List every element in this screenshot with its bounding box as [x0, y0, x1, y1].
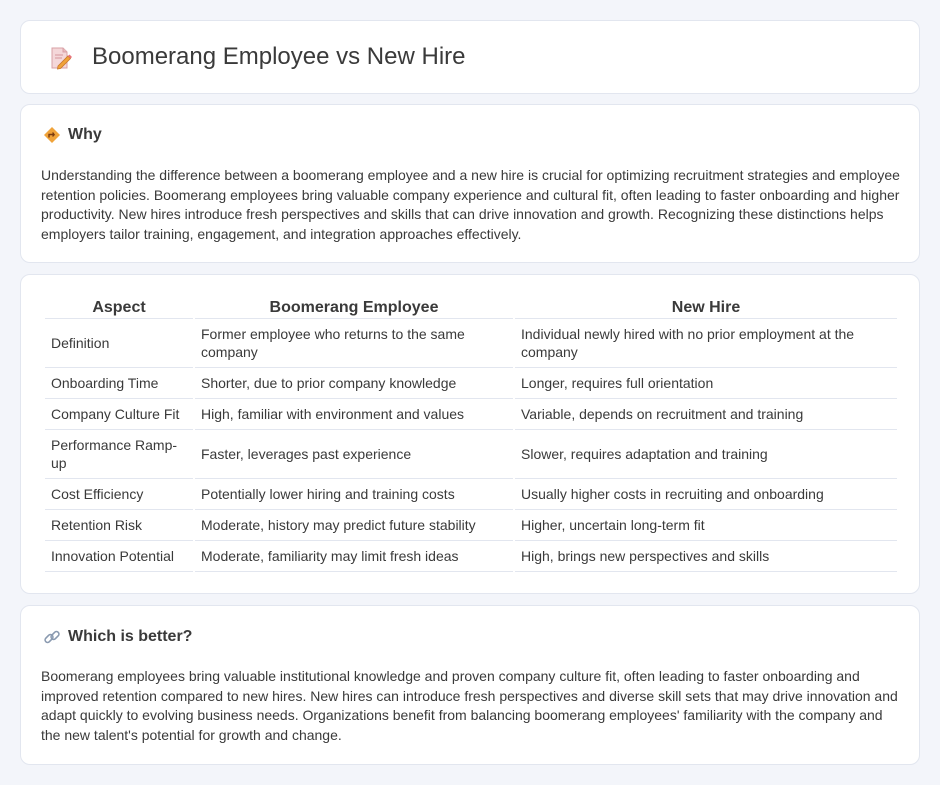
boomerang-cell: Faster, leverages past experience [195, 430, 513, 479]
aspect-cell: Retention Risk [45, 510, 193, 541]
aspect-cell: Performance Ramp-up [45, 430, 193, 479]
better-heading-row [43, 628, 192, 646]
header-new-hire: New Hire [515, 297, 897, 319]
why-heading: Why [68, 126, 102, 143]
why-heading-row [43, 126, 102, 144]
comparison-table [43, 297, 899, 572]
new-hire-cell: Longer, requires full orientation [515, 368, 897, 399]
table-row [45, 430, 897, 479]
why-section [20, 104, 920, 263]
new-hire-cell: Slower, requires adaptation and training [515, 430, 897, 479]
table-row [45, 541, 897, 572]
table-row [45, 319, 897, 368]
header-boomerang: Boomerang Employee [195, 297, 513, 319]
aspect-cell: Innovation Potential [45, 541, 193, 572]
document-pencil-icon [47, 45, 73, 71]
aspect-cell: Company Culture Fit [45, 399, 193, 430]
boomerang-cell: Former employee who returns to the same company [195, 319, 513, 368]
comparison-card [20, 274, 920, 594]
new-hire-cell: Higher, uncertain long-term fit [515, 510, 897, 541]
new-hire-cell: High, brings new perspectives and skills [515, 541, 897, 572]
table-row [45, 510, 897, 541]
table-row [45, 479, 897, 510]
link-icon [43, 628, 61, 646]
better-heading: Which is better? [68, 628, 193, 645]
boomerang-cell: Potentially lower hiring and training costs [195, 479, 513, 510]
boomerang-cell: Moderate, history may predict future stability [195, 510, 513, 541]
boomerang-cell: Shorter, due to prior company knowledge [195, 368, 513, 399]
new-hire-cell: Variable, depends on recruitment and training [515, 399, 897, 430]
better-text: Boomerang employees bring valuable institutional knowledge and proven company culture fit, often leading to faster onboarding and improved retention compared to new hires. New hires can introduce fresh perspectives and diverse skill sets that may drive innovation and adapt quickly to evolving business needs. Organizations benefit from balancing boomerang employees' familiarity with the company and the new talent's potential for growth and change. [41, 668, 898, 743]
aspect-cell: Cost Efficiency [45, 479, 193, 510]
aspect-cell: Definition [45, 319, 193, 368]
diamond-signpost-icon [43, 126, 61, 144]
table-header-row [45, 297, 897, 319]
title-card [20, 20, 920, 94]
aspect-cell: Onboarding Time [45, 368, 193, 399]
table-row [45, 368, 897, 399]
page-title: Boomerang Employee vs New Hire [92, 43, 466, 70]
boomerang-cell: High, familiar with environment and values [195, 399, 513, 430]
header-aspect: Aspect [45, 297, 193, 319]
why-text: Understanding the difference between a boomerang employee and a new hire is crucial for optimizing recruitment strategies and employee retention policies. Boomerang employees bring valuable company experience and cultural fit, often leading to faster onboarding and higher productivity. New hires introduce fresh perspectives and skills that can drive innovation and growth. Recognizing these distinctions helps employers tailor training, engagement, and integration approaches effectively. [41, 167, 900, 242]
table-row [45, 399, 897, 430]
boomerang-cell: Moderate, familiarity may limit fresh ideas [195, 541, 513, 572]
which-is-better-section [20, 605, 920, 765]
new-hire-cell: Individual newly hired with no prior employment at the company [515, 319, 897, 368]
new-hire-cell: Usually higher costs in recruiting and onboarding [515, 479, 897, 510]
